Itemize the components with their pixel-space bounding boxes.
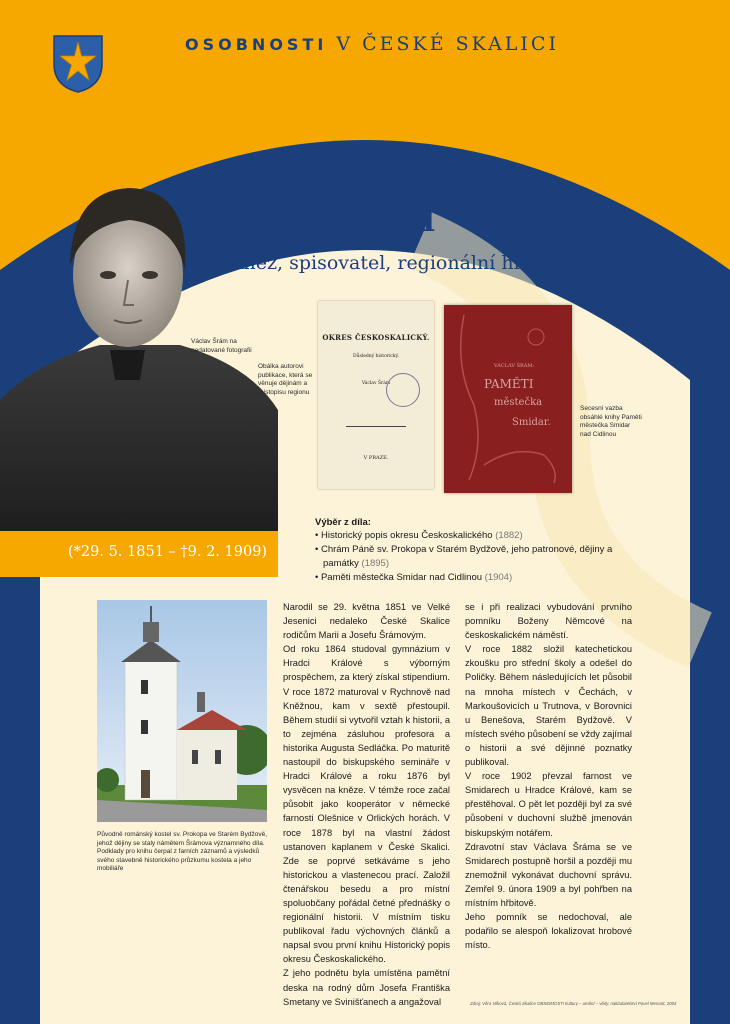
bio-paragraph: Zdravotní stav Václava Šráma se ve Smidarech postupně horšil a později mu znemožnil vykonávat duchovní správu. Zemřel 9. února 1909 a byl pohřben na místním hřbitově. (465, 841, 632, 908)
bio-paragraph: V roce 1882 složil katechetickou zkoušku pro střední školy a odešel do Poličky. Během následujících let působil na mnoha místech v Čechách, v Markoušovicích u Trutnova, v Borovnici u Benešova, Starém Bydžově. V místech svého působení se vždy zajímal o historii a své dějinné poznatky publikoval. (465, 644, 632, 768)
header-title-rest: V ČESKÉ SKALICI (327, 33, 559, 55)
works-title: Výběr z díla: (315, 517, 371, 528)
header-title (185, 33, 605, 55)
bio-paragraph: Od roku 1864 studoval gymnázium v Hradci Králové s výborným prospěchem, za který získal stipendium. V roce 1872 maturoval v Rychnově nad Kněžnou, kam v sextě přestoupil. Během studií si vytvořil vztah k historii, a to zejména zásluhou profesora a historika Augusta Sedláčka. Po maturitě nastoupil do biskupského semináře v Hradci Králové a roku 1876 byl vysvěcen na kněze. V témže roce začal působit jako kooperátor v německé farnosti Olešnice v Orlických horách. V roce 1878 byl na vlastní žádost ustanoven kaplanem v České Skalici. Zde se poprvé setkáváme s jeho historickou a vlastenecou prací. Založil čtenářskou besedu a pro místní spoluobčany pořádal četné přednášky o regionální historii. V místním tisku publikoval řadu výchovných článků a napsal svou první knihu Historický popis okresu Českoskalického. (283, 644, 450, 965)
book-binding-photo (444, 305, 572, 493)
book-cover-title: OKRES ČESKOSKALICKÝ. (322, 333, 430, 342)
person-name (232, 204, 436, 238)
book-cover-author: Václav Šrám (361, 381, 391, 386)
binding-line3: městečka (494, 397, 543, 408)
bio-paragraph: Narodil se 29. května 1851 ve Velké Jesenici nedaleko České Skalice rodičům Marii a Josefu Šrámovým. (283, 602, 450, 641)
binding-line2: PAMĚTI (484, 377, 534, 391)
book-cover-city: V PRAZE. (363, 455, 389, 461)
surname: ŠRÁM (335, 204, 436, 238)
library-stamp (386, 373, 420, 407)
binding-line1: VÁCLAV ŠRÁM: (494, 363, 535, 369)
cover-caption: Obálka autorovi publikace, která se věnuje dějinám a místopisu regionu (258, 363, 313, 396)
biography-column-1 (283, 600, 450, 1009)
bio-paragraph: Z jeho podnětu byla umístěna pamětní deska na rodný dům Josefa Františka Smetany ve Svinišťanech a angažoval (283, 968, 450, 1007)
book-cover-rule (346, 426, 406, 427)
bio-paragraph: Jeho pomník se nedochoval, ale podařilo se alespoň lokalizovat hrobové místo. (465, 912, 632, 951)
first-name: Václav (232, 204, 336, 238)
life-dates: (*29. 5. 1851 – †9. 2. 1909) (68, 544, 268, 560)
person-subtitle: kněz, spisovatel, regionální historik (232, 252, 576, 274)
bio-paragraph: V roce 1902 převzal farnost ve Smidarech u Hradce Králové, kam se přestěhoval. O pět let později byl za své působení v duchovní službě jmenován biskupským notářem. (465, 771, 632, 838)
church-caption: Původně románský kostel sv. Prokopa ve Starém Bydžově, jehož dějiny se staly námětem Šrámova významného díla. Podklady pro knihu čerpal z farních záznamů a výsledků svého stavebně historického průzkumu kostela a jeho mobiliáře (97, 831, 268, 872)
portrait-caption: Václav Šrám na nedatované fotografii (191, 338, 252, 354)
source-footer: Zdroj: Věra Vilková, Česká Skalice OBSIDMOSTI kultury – umění – vědy, nakladatelství Pavel Mervart, 2004 (470, 1001, 677, 1006)
works-list (315, 529, 645, 585)
bio-paragraph: se i při realizaci vybudování prvního pomníku Boženy Němcové na českoskalickém náměstí. (465, 602, 632, 641)
book-cover-photo (318, 301, 434, 489)
coat-of-arms-icon (52, 34, 104, 94)
book-cover-subtitle: Důsledný historický. (352, 354, 400, 359)
works-item: • Paměti městečka Smidar nad Cidlinou (1904) (315, 572, 513, 583)
works-item: • Chrám Páně sv. Prokopa v Starém Bydžově, jeho patronové, dějiny a památky (1895) (315, 544, 613, 569)
binding-line4: Smidar. (512, 417, 551, 428)
works-item: • Historický popis okresu Českoskalického (1882) (315, 530, 523, 541)
binding-caption: Secesní vazba obsáhlé knihy Paměti městečka Smidar nad Cidlinou (580, 405, 642, 438)
header-title-bold: OSOBNOSTI (185, 35, 328, 54)
biography-column-2 (465, 600, 632, 952)
church-photo (97, 600, 267, 822)
